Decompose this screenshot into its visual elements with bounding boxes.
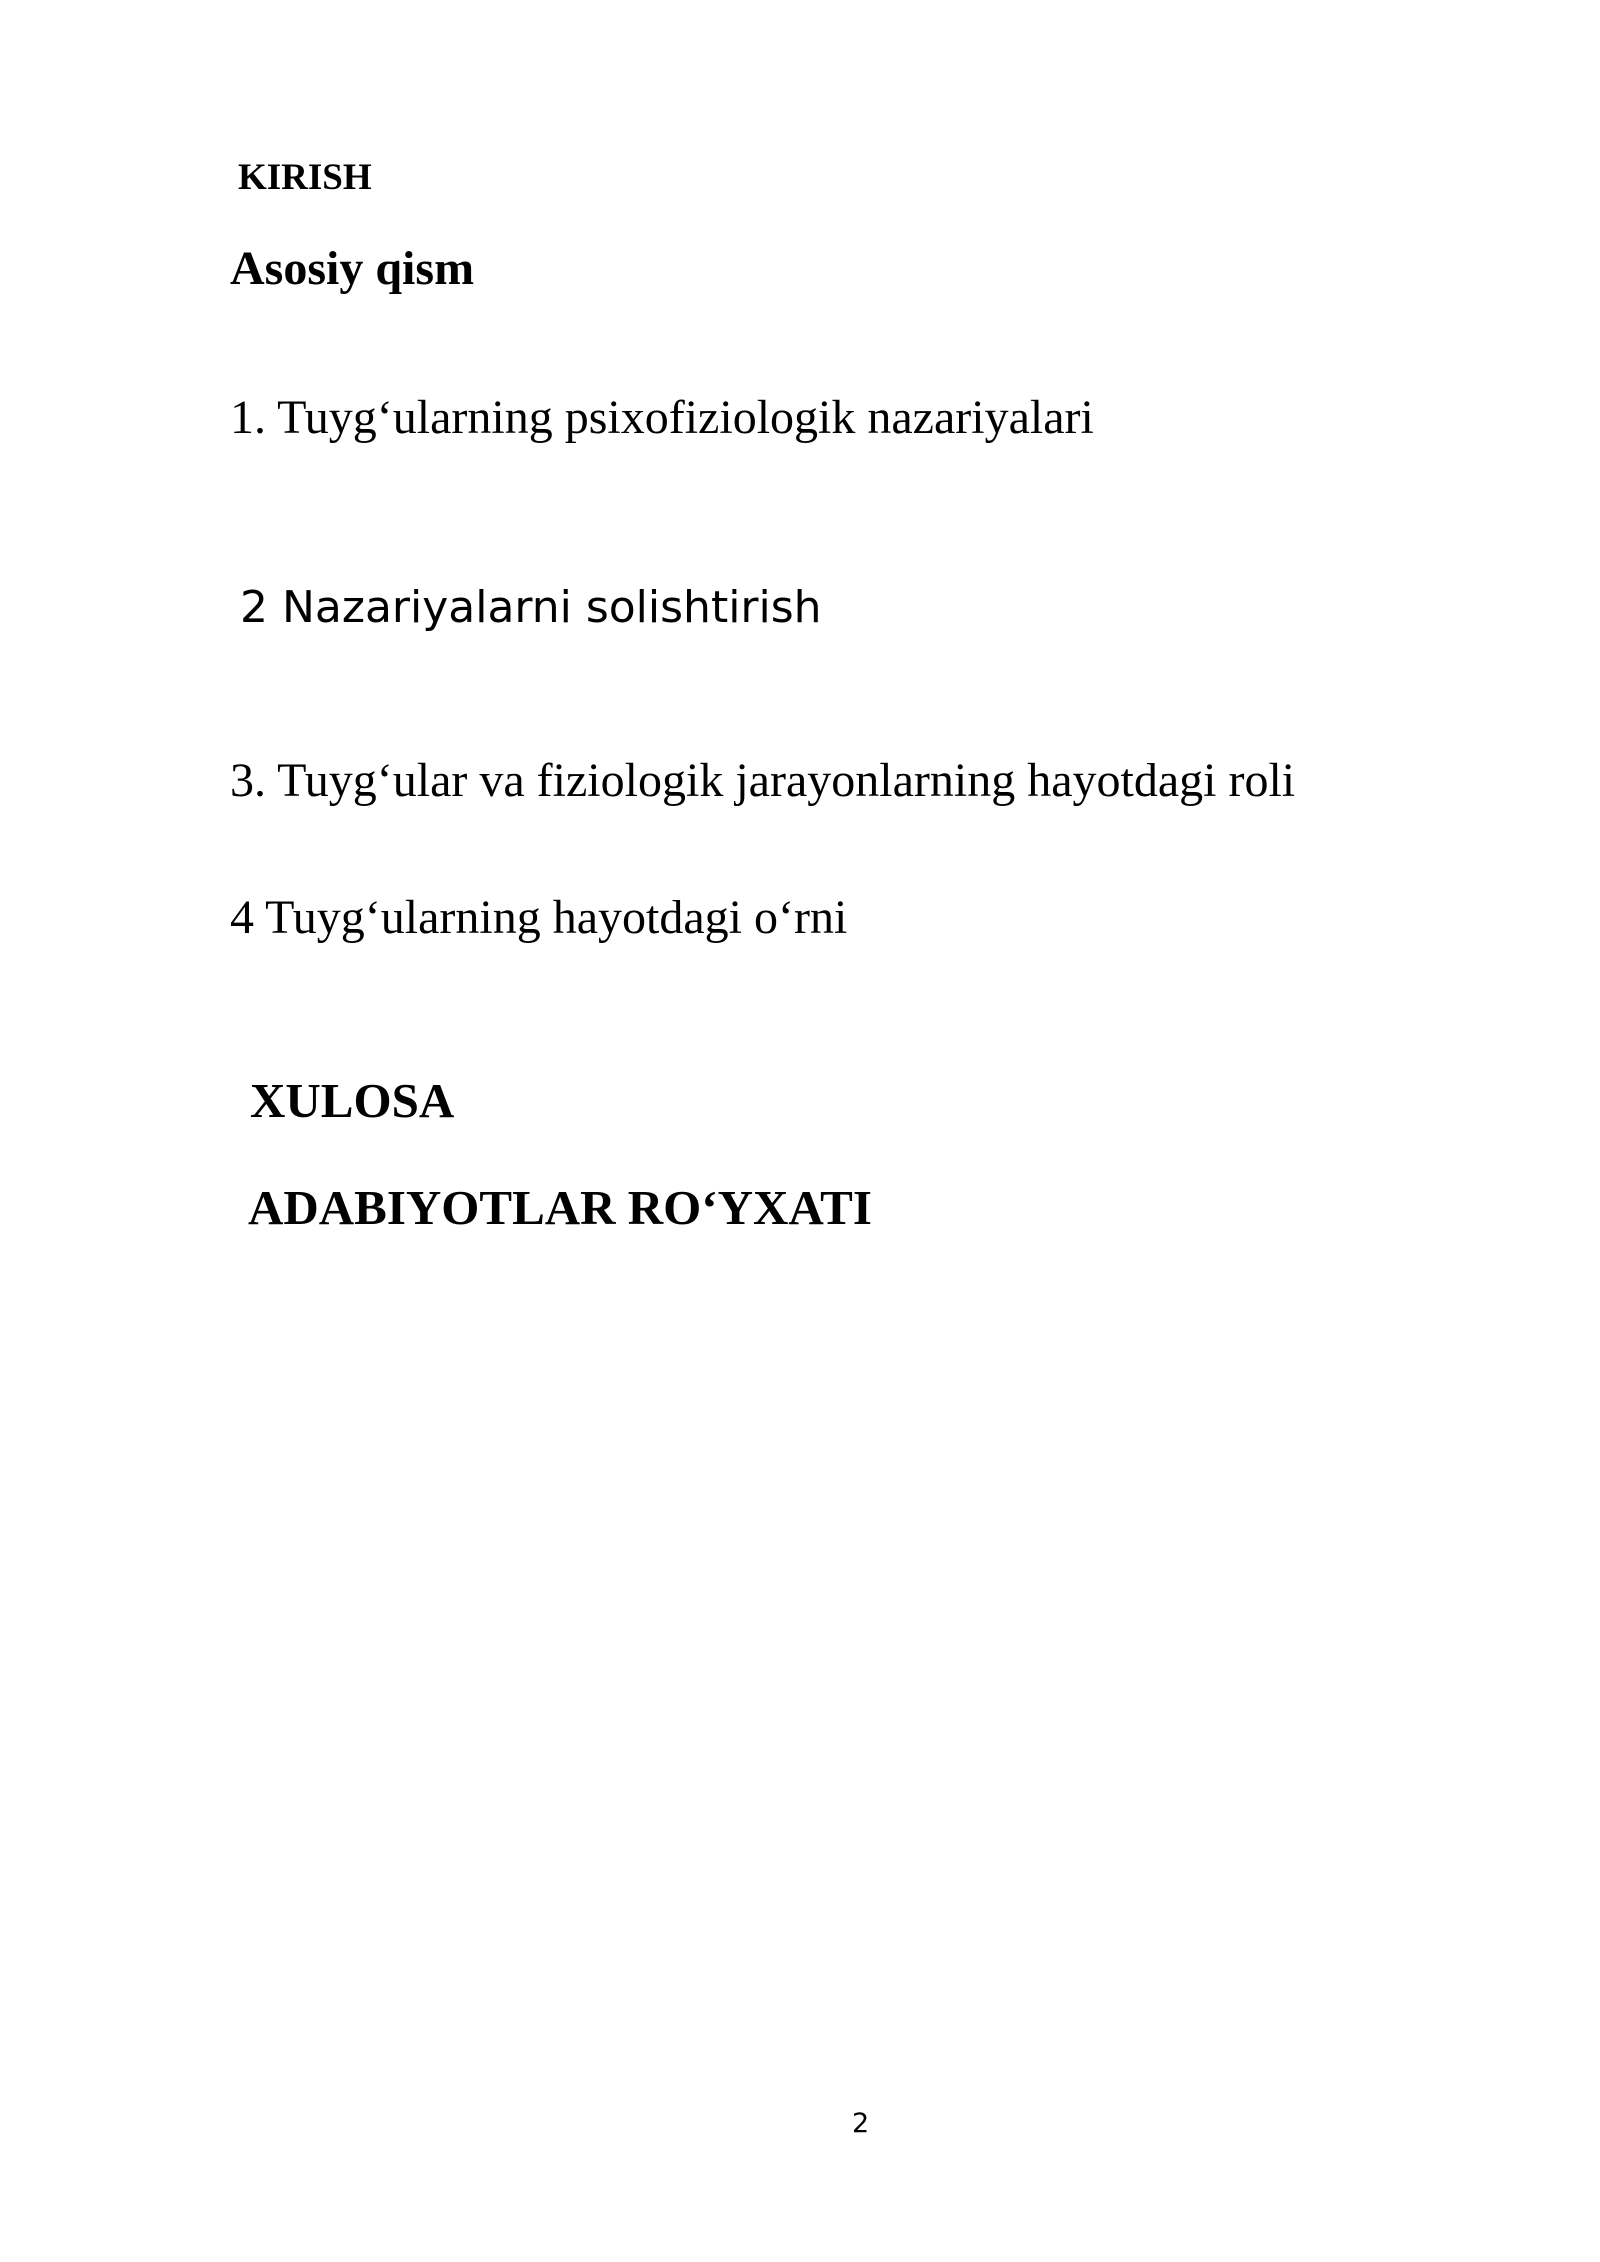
main-part-heading: Asosiy qism <box>230 242 475 295</box>
intro-heading: KIRISH <box>238 157 372 198</box>
page-number: 2 <box>852 2108 870 2139</box>
references-heading: ADABIYOTLAR RO‘YXATI <box>248 1180 872 1235</box>
toc-item-4: 4 Tuyg‘ularning hayotdagi o‘rni <box>230 891 848 944</box>
toc-item-1: 1. Tuyg‘ularning psixofiziologik nazariyalari <box>230 391 1094 444</box>
conclusion-heading: XULOSA <box>250 1073 455 1128</box>
toc-item-3: 3. Tuyg‘ular va fiziologik jarayonlarning hayotdagi roli <box>230 754 1296 807</box>
toc-item-2: 2 Nazariyalarni solishtirish <box>240 582 822 633</box>
